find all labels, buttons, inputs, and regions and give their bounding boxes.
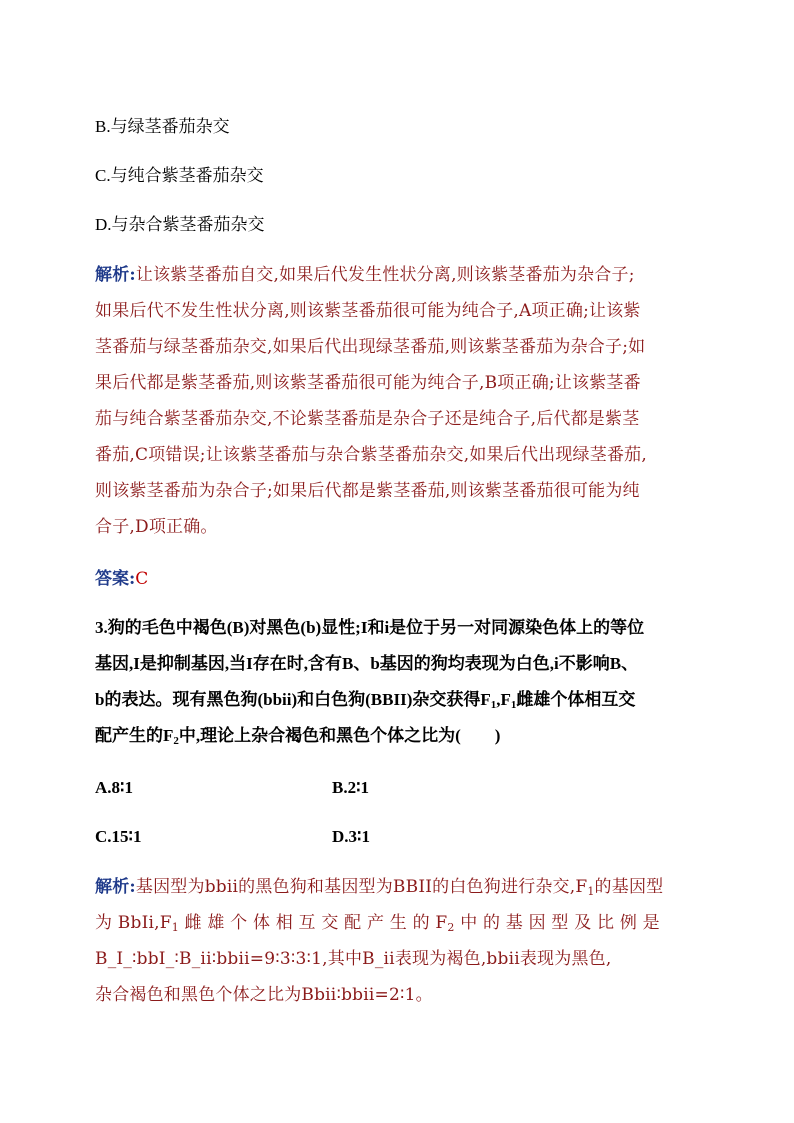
analysis1-line-1: 解析:让该紫茎番茄自交,如果后代发生性状分离,则该紫茎番茄为杂合子;	[95, 265, 635, 285]
analysis1-line-2: 如果后代不发生性状分离,则该紫茎番茄很可能为纯合子,A项正确;让该紫	[95, 301, 641, 321]
option-a: A.8∶1	[95, 778, 133, 797]
analysis1-line-7: 则该紫茎番茄为杂合子;如果后代都是紫茎番茄,则该紫茎番茄很可能为纯	[95, 481, 640, 501]
answer1-label: 答案	[95, 569, 129, 589]
analysis2-line-3: B_I_∶bbI_∶B_ii∶bbii=9∶3∶3∶1,其中B_ii表现为褐色,bbii表现为黑色,	[95, 949, 612, 969]
question3-line-4: 配产生的$F_2$中,理论上杂合褐色和黑色个体之比为( )	[95, 726, 501, 747]
analysis1-line-3: 茎番茄与绿茎番茄杂交,如果后代出现绿茎番茄,则该紫茎番茄为杂合子;如	[95, 337, 646, 357]
analysis1-line-8: 合子,D项正确。	[95, 517, 218, 537]
analysis2-label: 解析	[95, 877, 130, 897]
analysis2-line-4: 杂合褐色和黑色个体之比为Bbii∶bbii=2∶1。	[95, 985, 433, 1005]
option-d-prev: D.与杂合紫茎番茄杂交	[95, 215, 265, 234]
option-d: D.3∶1	[332, 827, 370, 846]
analysis1-line-6: 番茄,C项错误;让该紫茎番茄与杂合紫茎番茄杂交,如果后代出现绿茎番茄,	[95, 445, 647, 465]
option-c-prev: C.与纯合紫茎番茄杂交	[95, 166, 264, 185]
analysis1-line-4: 果后代都是紫茎番茄,则该紫茎番茄很可能为纯合子,B项正确;让该紫茎番	[95, 373, 641, 393]
analysis1-line-5: 茄与纯合紫茎番茄杂交,不论紫茎番茄是杂合子还是纯合子,后代都是紫茎	[95, 409, 640, 429]
option-c: C.15∶1	[95, 827, 142, 846]
analysis1-label: 解析	[95, 265, 130, 285]
question3-line-2: 基因,I是抑制基因,当I存在时,含有B、b基因的狗均表现为白色,i不影响B、	[95, 654, 639, 673]
question3-line-1: 3.狗的毛色中褐色(B)对黑色(b)显性;I和i是位于另一对同源染色体上的等位	[95, 618, 645, 637]
analysis2-line-1: 解析:基因型为bbii的黑色狗和基因型为BBII的白色狗进行杂交$,F_1$的基因型	[95, 877, 664, 898]
answer1-value: C	[135, 569, 149, 589]
question3-line-3: b的表达。现有黑色狗(bbii)和白色狗(BBII)杂交获得$F_1,F_1$雌雄个体相互交	[95, 690, 636, 711]
analysis2-line-2: 为 $BbIi,F_1$ 雌 雄 个 体 相 互 交 配 产 生 的 $F_2$ 中 的 基 因 型 及 比 例 是	[95, 913, 660, 934]
option-b-prev: B.与绿茎番茄杂交	[95, 117, 230, 136]
option-b: B.2∶1	[332, 778, 370, 797]
answer1: 答案:C	[95, 569, 149, 589]
